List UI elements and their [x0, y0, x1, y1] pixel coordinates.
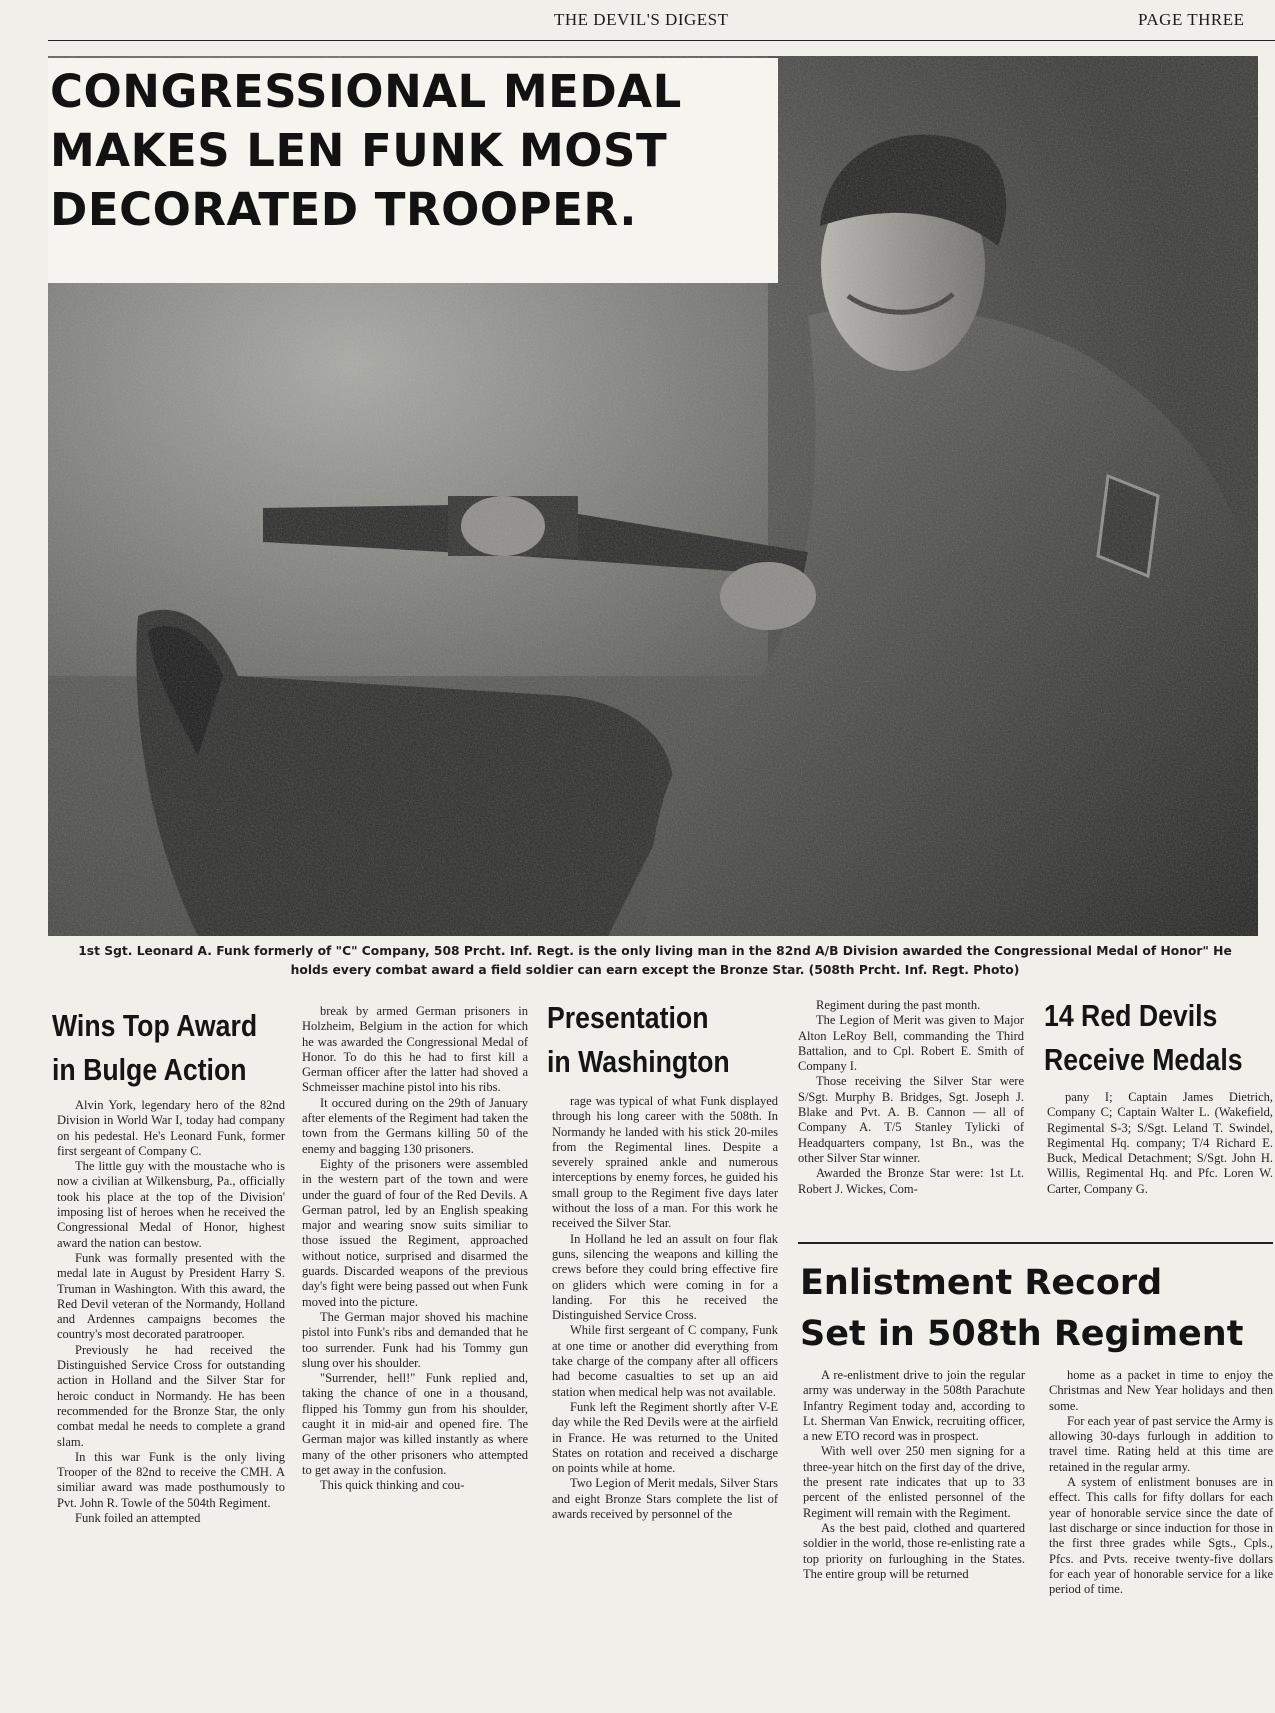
- paragraph: It occured during on the 29th of January after elements of the Regiment had taken the town from the Germans killing 50 of the enemy and bagging 130 prisoners.: [302, 1095, 528, 1156]
- paragraph: A system of enlistment bonuses are in effect. This calls for fifty dollars for each year of honorable service since the date of last discharge or since induction for those in the first three grades while Sgts., Cpls., Pfcs. and Pvts. receive twenty-five dollars for each year of honorable service for a like period of time.: [1049, 1475, 1273, 1597]
- paragraph: For each year of past service the Army is allowing 30-days furlough in addition to travel time. Rating held at this time are retained in the regular army.: [1049, 1413, 1273, 1474]
- masthead-title: THE DEVIL'S DIGEST: [554, 10, 729, 29]
- paragraph: With well over 250 men signing for a three-year hitch on the first day of the drive, the present rate indicates that up to 33 percent of the enlisted personnel of the Regiment will remain with the Regiment.: [803, 1444, 1025, 1520]
- section-divider: [798, 1242, 1273, 1244]
- paragraph: This quick thinking and cou-: [320, 1478, 465, 1493]
- paragraph: Alvin York, legendary hero of the 82nd Division in World War I, today had company on his pedestal. He's Leonard Funk, former first sergeant of Company C.: [57, 1098, 285, 1158]
- heading-presentation: Presentation in Washington: [547, 1000, 730, 1079]
- paragraph: Awarded the Bronze Star were: 1st Lt. Robert J. Wickes, Com-: [798, 1166, 1024, 1196]
- masthead-rule: [48, 40, 1275, 41]
- paragraph: The Legion of Merit was given to Major Alton LeRoy Bell, commanding the Third Battalion, and to Cpl. Robert E. Smith of Company I.: [798, 1013, 1024, 1074]
- column-1: [57, 1098, 285, 1696]
- paragraph: Eighty of the prisoners were assembled in the western part of the town and were under the guard of four of the Red Devils. A German patrol, led by an English speaking major and wearing snow suits similiar to those issued the Regiment, approached without notice, surprised and disarmed the guards. Discarded weapons of the previous day's fight were being passed out when Funk moved into the picture.: [302, 1156, 528, 1309]
- heading-enlistment: Enlistment Record Set in 508th Regiment: [800, 1263, 1244, 1354]
- paragraph: A re-enlistment drive to join the regular army was underway in the 508th Parachute Infantry Regiment today and, according to Lt. Sherman Van Enwick, recruiting officer, a new ETO record was in prospect.: [803, 1368, 1025, 1444]
- paragraph: "Surrender, hell!" Funk replied and, taking the chance of one in a thousand, flipped his Tommy gun from his shoulder, caught it in mid-air and opened fire. The German major was killed instantly as where many of the other prisoners who attempted to get away in the confusion.: [302, 1371, 528, 1477]
- paragraph: As the best paid, clothed and quartered soldier in the world, those re-enlisting rate a top priority on furloughing in the States. The entire group will be returned: [803, 1520, 1025, 1581]
- column-5-red-devils: [1047, 1090, 1273, 1236]
- paragraph: rage was typical of what Funk displayed through his long career with the 508th. In Normandy he landed with his stick 20-miles from the Regimental lines. Despite a severely sprained ankle and numerous interceptions by enemy forces, he guided his small group to the Regiment five days later without the loss of a man. For this work he received the Silver Star.: [552, 1094, 778, 1231]
- paragraph: While first sergeant of C company, Funk at one time or another did everything from take charge of the company after all officers had become casualties to set up an aid station when medical help was not available.: [552, 1323, 778, 1399]
- paragraph: Two Legion of Merit medals, Silver Stars and eight Bronze Stars complete the list of awards received by personnel of the: [552, 1476, 778, 1522]
- photo-caption: 1st Sgt. Leonard A. Funk formerly of "C" Company, 508 Prcht. Inf. Regt. is the only living man in the 82nd A/B Division awarded the Congressional Medal of Honor" He holds every combat award a field soldier can earn except the Bronze Star. (508th Prcht. Inf. Regt. Photo): [78, 944, 1232, 977]
- headline: CONGRESSIONAL MEDAL MAKES LEN FUNK MOST DECORATED TROOPER.: [50, 65, 682, 236]
- paragraph: Previously he had received the Distinguished Service Cross for outstanding action in Holland and the Silver Star for heroic conduct in Normandy. He has been recommended for the Bronze Star, the only combat medal he needs to complete a grand slam.: [57, 1342, 285, 1449]
- paragraph: break by armed German prisoners in Holzheim, Belgium in the action for which he was awarded the Congressional Medal of Honor. To do this he had to first kill a German officer after the latter had shoved a Schmeisser machine pistol into his ribs.: [302, 1004, 528, 1095]
- paragraph: The German major shoved his machine pistol into Funk's ribs and demanded that he too surrender. Funk had his Tommy gun slung over his shoulder.: [302, 1309, 528, 1370]
- paragraph: Funk foiled an attempted: [75, 1511, 201, 1526]
- column-3: [552, 1094, 778, 1696]
- paragraph: In this war Funk is the only living Trooper of the 82nd to receive the CMH. A similiar award was made posthumously to Pvt. John R. Towle of the 504th Regiment.: [57, 1449, 285, 1510]
- paragraph: Funk left the Regiment shortly after V-E day while the Red Devils were at the airfield in France. He was returned to the United States on rotation and received a discharge on points while at home.: [552, 1399, 778, 1476]
- paragraph: home as a packet in time to enjoy the Christmas and New Year holidays and then some.: [1049, 1368, 1273, 1413]
- column-4-red-devils: [798, 998, 1024, 1236]
- paragraph: Regiment during the past month.: [816, 998, 981, 1012]
- paragraph: Funk was formally presented with the medal late in August by President Harry S. Truman in Washington. With this award, the Red Devil veteran of the Normandy, Holland and Ardennes campaigns becomes the country's most decorated paratrooper.: [57, 1250, 285, 1342]
- column-5-enlistment: [1049, 1368, 1273, 1696]
- page-number: PAGE THREE: [1138, 10, 1245, 29]
- heading-red-devils: 14 Red Devils Receive Medals: [1044, 998, 1243, 1077]
- paragraph: In Holland he led an assult on four flak guns, silencing the weapons and killing the crews before they could bring effective fire on gliders which were coming in for a landing. For this he received the Distinguished Service Cross.: [552, 1231, 778, 1323]
- paragraph: The little guy with the moustache who is now a civilian at Wilkensburg, Pa., officially took his place at the top of the Division' imposing list of heroes when he received the Congressional Medal of Honor, highest award the nation can bestow.: [57, 1159, 285, 1250]
- heading-wins-top-award: Wins Top Award in Bulge Action: [52, 1008, 258, 1087]
- column-2: [302, 1004, 528, 1696]
- column-4-enlistment: [803, 1368, 1025, 1696]
- paragraph: pany I; Captain James Dietrich, Company C; Captain Walter L. (Wakefield, Regimental S-3; S/Sgt. Leland T. Swindel, Regimental Hq. company; T/4 Richard E. Buck, Medical Detachment; S/Sgt. John H. Willis, Regimental Hq. and Pfc. Loren W. Carter, Company G.: [1047, 1090, 1273, 1196]
- paragraph: Those receiving the Silver Star were S/Sgt. Murphy B. Bridges, Sgt. Joseph J. Blake and Pvt. A. B. Cannon — all of Company A. T/5 Stanley Tylicki of Headquarters company, 1st Bn., was the other Silver Star winner.: [798, 1074, 1024, 1165]
